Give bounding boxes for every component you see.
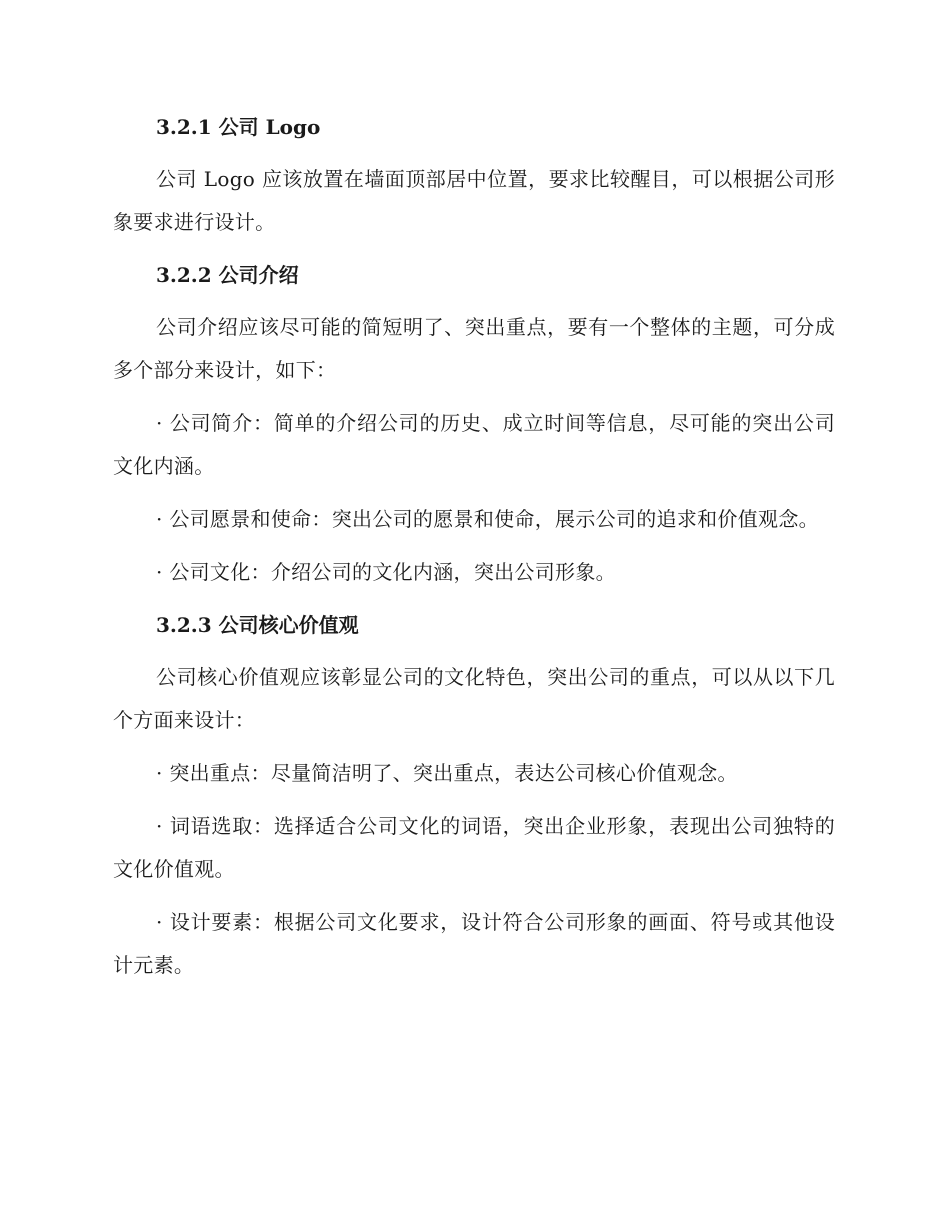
bullet-paragraph: · 公司愿景和使命：突出公司的愿景和使命，展示公司的追求和价值观念。 [156, 507, 819, 531]
section-company-intro [113, 254, 835, 594]
bullet-paragraph: · 公司简介：简单的介绍公司的历史、成立时间等信息，尽可能的突出公司文化内涵。 [113, 411, 835, 478]
body-paragraph: 公司核心价值观应该彰显公司的文化特色，突出公司的重点，可以从以下几个方面来设计： [113, 665, 835, 732]
body-paragraph: 公司 Logo 应该放置在墙面顶部居中位置，要求比较醒目，可以根据公司形象要求进行设计。 [113, 167, 835, 234]
section-company-logo [113, 106, 835, 244]
bullet-paragraph: · 设计要素：根据公司文化要求，设计符合公司形象的画面、符号或其他设计元素。 [113, 910, 835, 977]
bullet-paragraph: · 词语选取：选择适合公司文化的词语，突出企业形象，表现出公司独特的文化价值观。 [113, 814, 835, 881]
section-heading: 3.2.1 公司 Logo [156, 115, 321, 139]
section-core-values [113, 604, 835, 987]
document-page [113, 106, 835, 997]
body-paragraph: 公司介绍应该尽可能的简短明了、突出重点，要有一个整体的主题，可分成多个部分来设计，如下： [113, 315, 835, 382]
bullet-paragraph: · 公司文化：介绍公司的文化内涵，突出公司形象。 [156, 560, 616, 584]
bullet-paragraph: · 突出重点：尽量简洁明了、突出重点，表达公司核心价值观念。 [156, 761, 738, 785]
section-heading: 3.2.2 公司介绍 [156, 263, 299, 287]
section-heading: 3.2.3 公司核心价值观 [156, 613, 359, 637]
